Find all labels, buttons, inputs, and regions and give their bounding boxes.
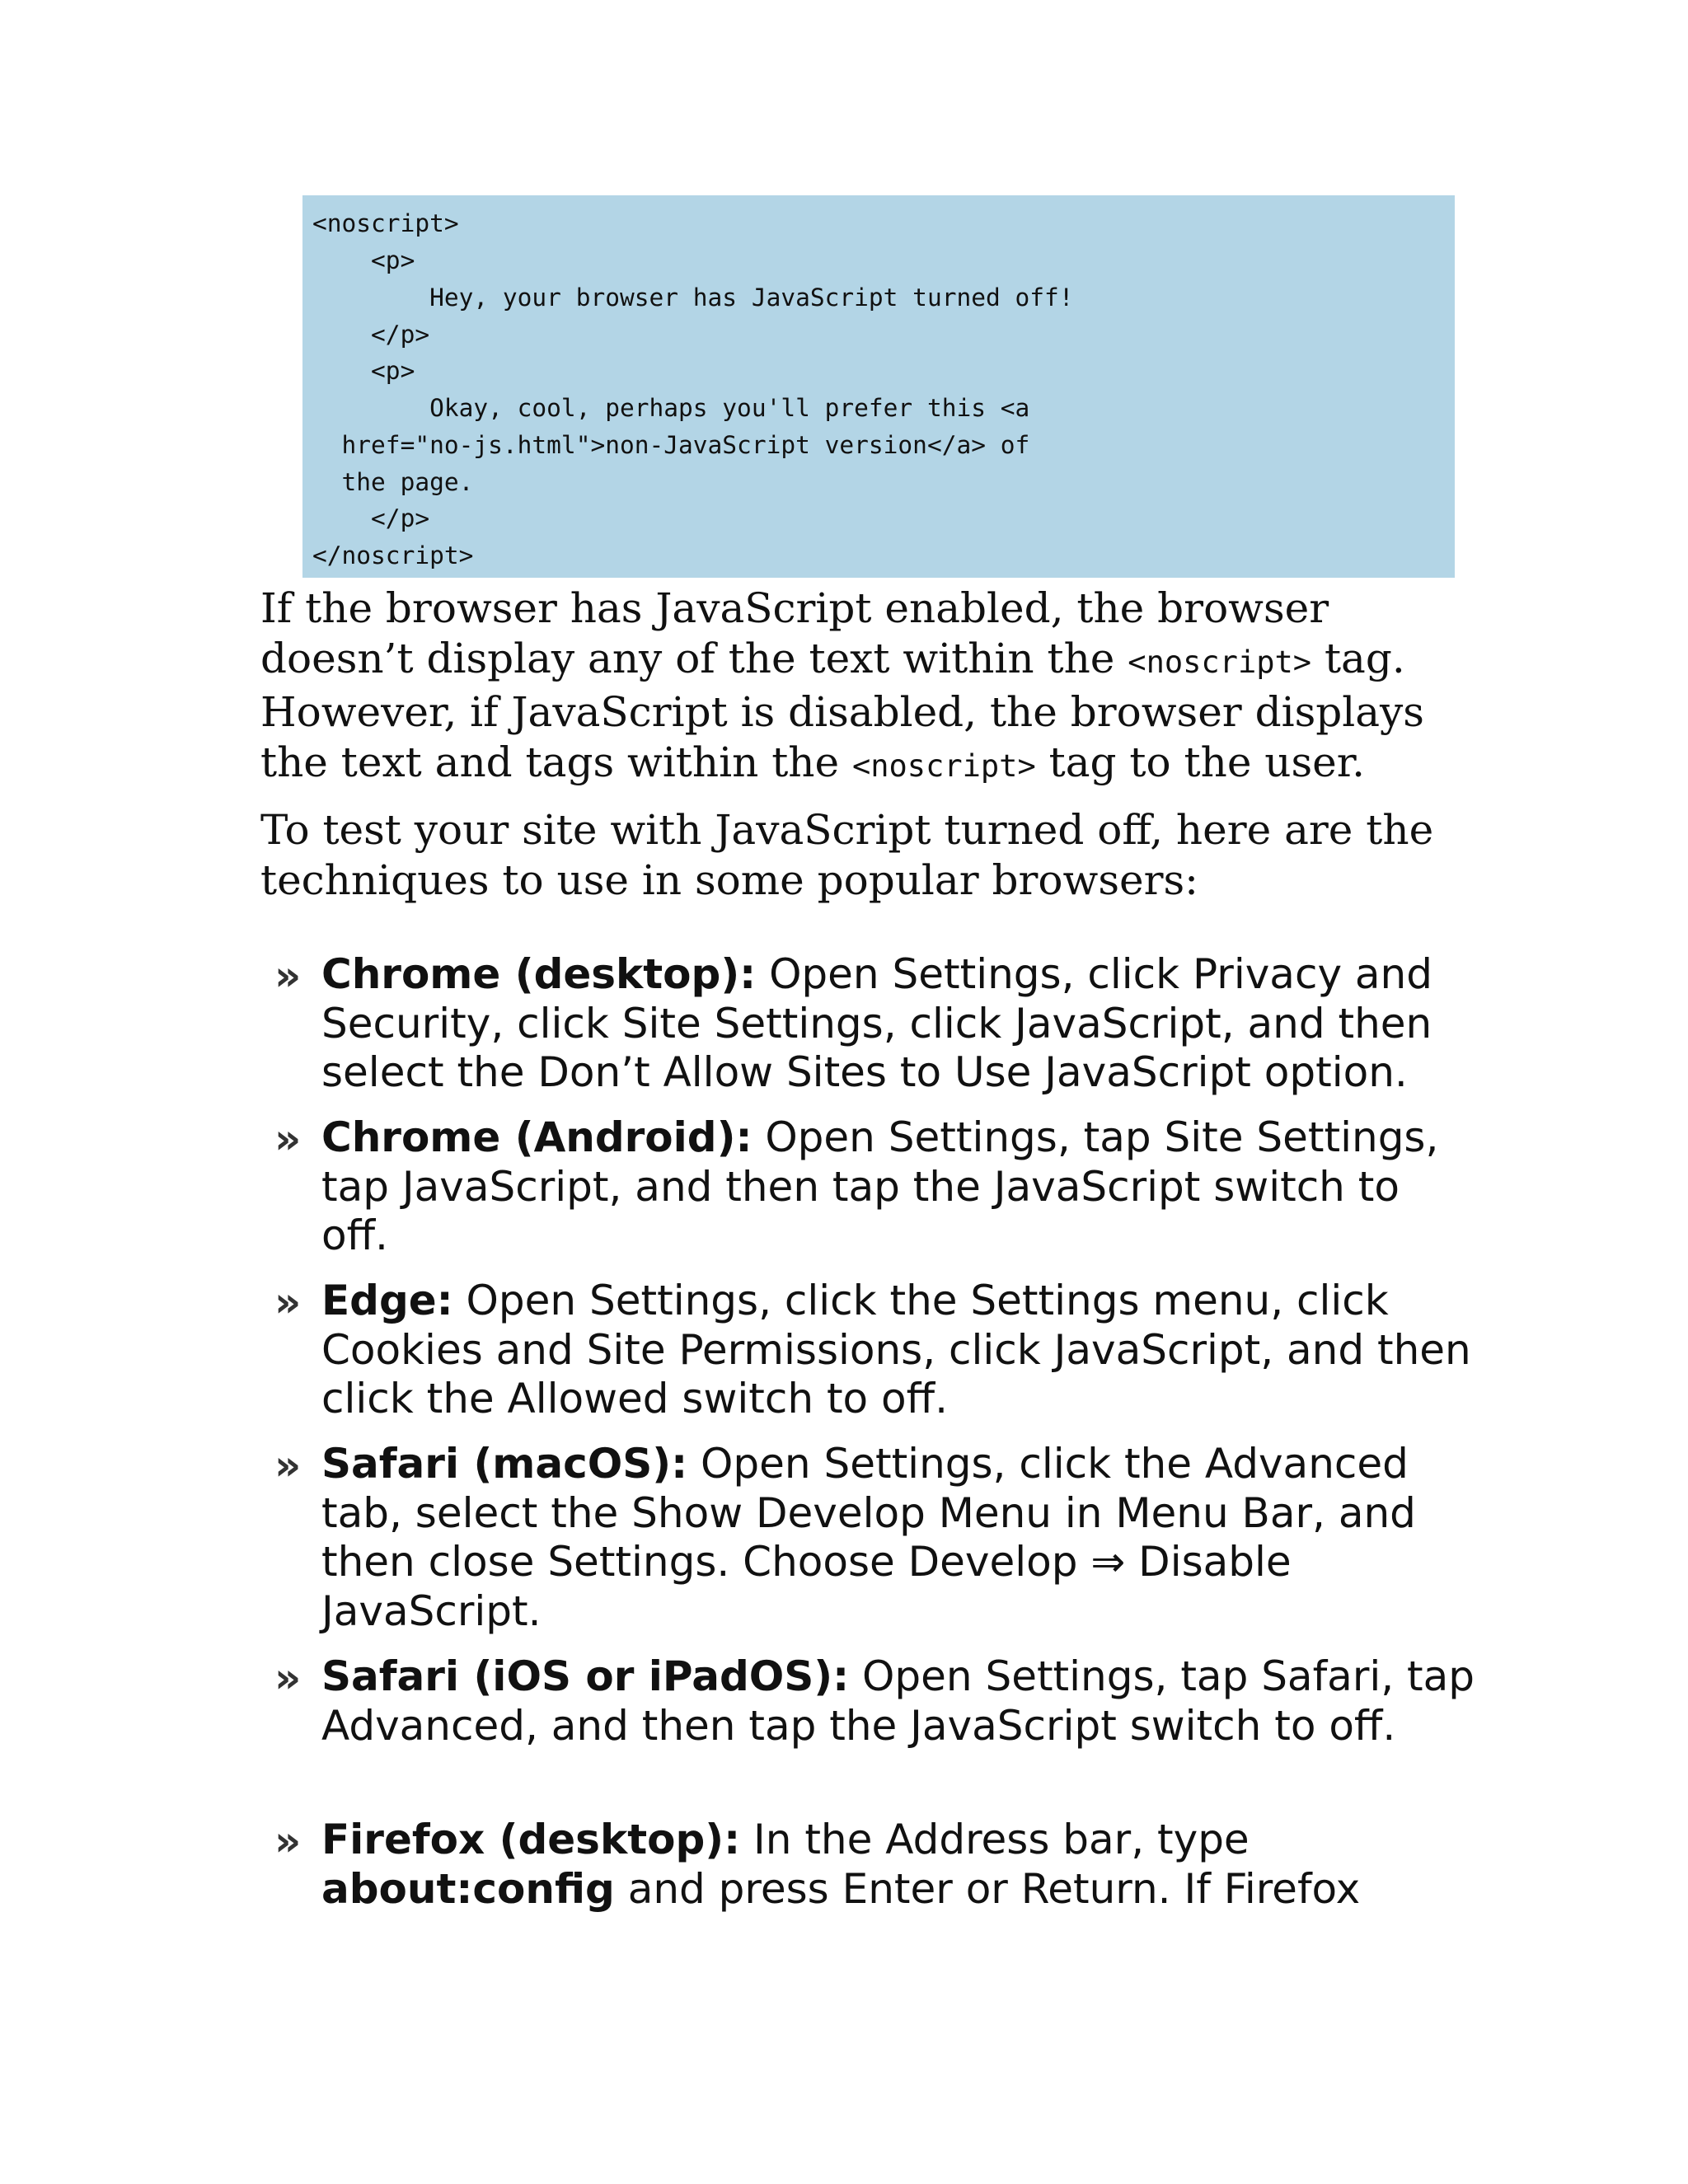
- code-line: </noscript>: [312, 541, 474, 569]
- code-line: <noscript>: [312, 209, 459, 237]
- browser-term: Chrome (Android):: [321, 1113, 753, 1161]
- config-keyword: about:config: [321, 1864, 615, 1913]
- code-line: <p>: [312, 357, 415, 385]
- code-line: </p>: [312, 504, 430, 532]
- browser-term: Chrome (desktop):: [321, 950, 757, 998]
- code-line: <p>: [312, 246, 415, 274]
- double-chevron-bullet-icon: »: [274, 1441, 302, 1489]
- body-paragraph: [260, 583, 1464, 791]
- code-line: the page.: [312, 468, 474, 496]
- list-item-text: [321, 1113, 1475, 1261]
- list-item-text: [321, 1440, 1475, 1636]
- double-chevron-bullet-icon: »: [274, 1654, 302, 1702]
- code-line: href="no-js.html">non-JavaScript version</a> of: [312, 431, 1030, 459]
- paragraph-text: If the browser has JavaScript enabled, the browser doesn’t display any of the text within the: [260, 584, 1329, 682]
- double-chevron-bullet-icon: »: [274, 1817, 302, 1865]
- code-line: Okay, cool, perhaps you'll prefer this <a: [312, 394, 1030, 422]
- list-item-text: [321, 1816, 1475, 1914]
- code-block: [302, 195, 1455, 578]
- list-item-text: [321, 950, 1475, 1098]
- browser-instructions: Open Settings, tap Site Settings, tap JavaScript, and then tap the JavaScript switch to off.: [321, 1113, 1439, 1259]
- code-line: Hey, your browser has JavaScript turned off!: [312, 284, 1074, 312]
- browser-instructions: Open Settings, click the Settings menu, click Cookies and Site Permissions, click JavaScript, and then click the Allowed switch to off.: [321, 1277, 1471, 1422]
- intro-paragraph: To test your site with JavaScript turned off, here are the techniques to use in some popular browsers:: [260, 806, 1434, 904]
- inline-code: <noscript>: [851, 748, 1036, 784]
- browser-instructions: Open Settings, click Privacy and Security, click Site Settings, click JavaScript, and then select the Don’t Allow Sites to Use JavaScript option.: [321, 950, 1432, 1096]
- browser-term: Safari (iOS or iPadOS):: [321, 1652, 850, 1700]
- list-item-text: [321, 1277, 1475, 1424]
- paragraph-text: tag to the user.: [1035, 738, 1366, 786]
- list-item-text: [321, 1652, 1475, 1750]
- inline-code: <noscript>: [1128, 644, 1312, 680]
- double-chevron-bullet-icon: »: [274, 952, 302, 1000]
- double-chevron-bullet-icon: »: [274, 1278, 302, 1326]
- browser-term: Safari (macOS):: [321, 1440, 688, 1488]
- browser-instructions: Open Settings, tap Safari, tap Advanced, and then tap the JavaScript switch to off.: [321, 1652, 1475, 1750]
- double-chevron-bullet-icon: »: [274, 1115, 302, 1163]
- paragraph-text: tag. However, if JavaScript is disabled, the browser displays the text and tags within the: [260, 635, 1424, 786]
- browser-instructions: Open Settings, click the Advanced tab, select the Show Develop Menu in Menu Bar, and then close Settings. Choose Develop ⇒ Disable JavaScript.: [321, 1440, 1416, 1635]
- code-line: </p>: [312, 321, 430, 349]
- browser-term: Edge:: [321, 1277, 453, 1324]
- browser-instructions: and press Enter or Return. If Firefox: [614, 1864, 1361, 1913]
- browser-instructions: In the Address bar, type: [740, 1816, 1250, 1863]
- browser-term: Firefox (desktop):: [321, 1816, 741, 1863]
